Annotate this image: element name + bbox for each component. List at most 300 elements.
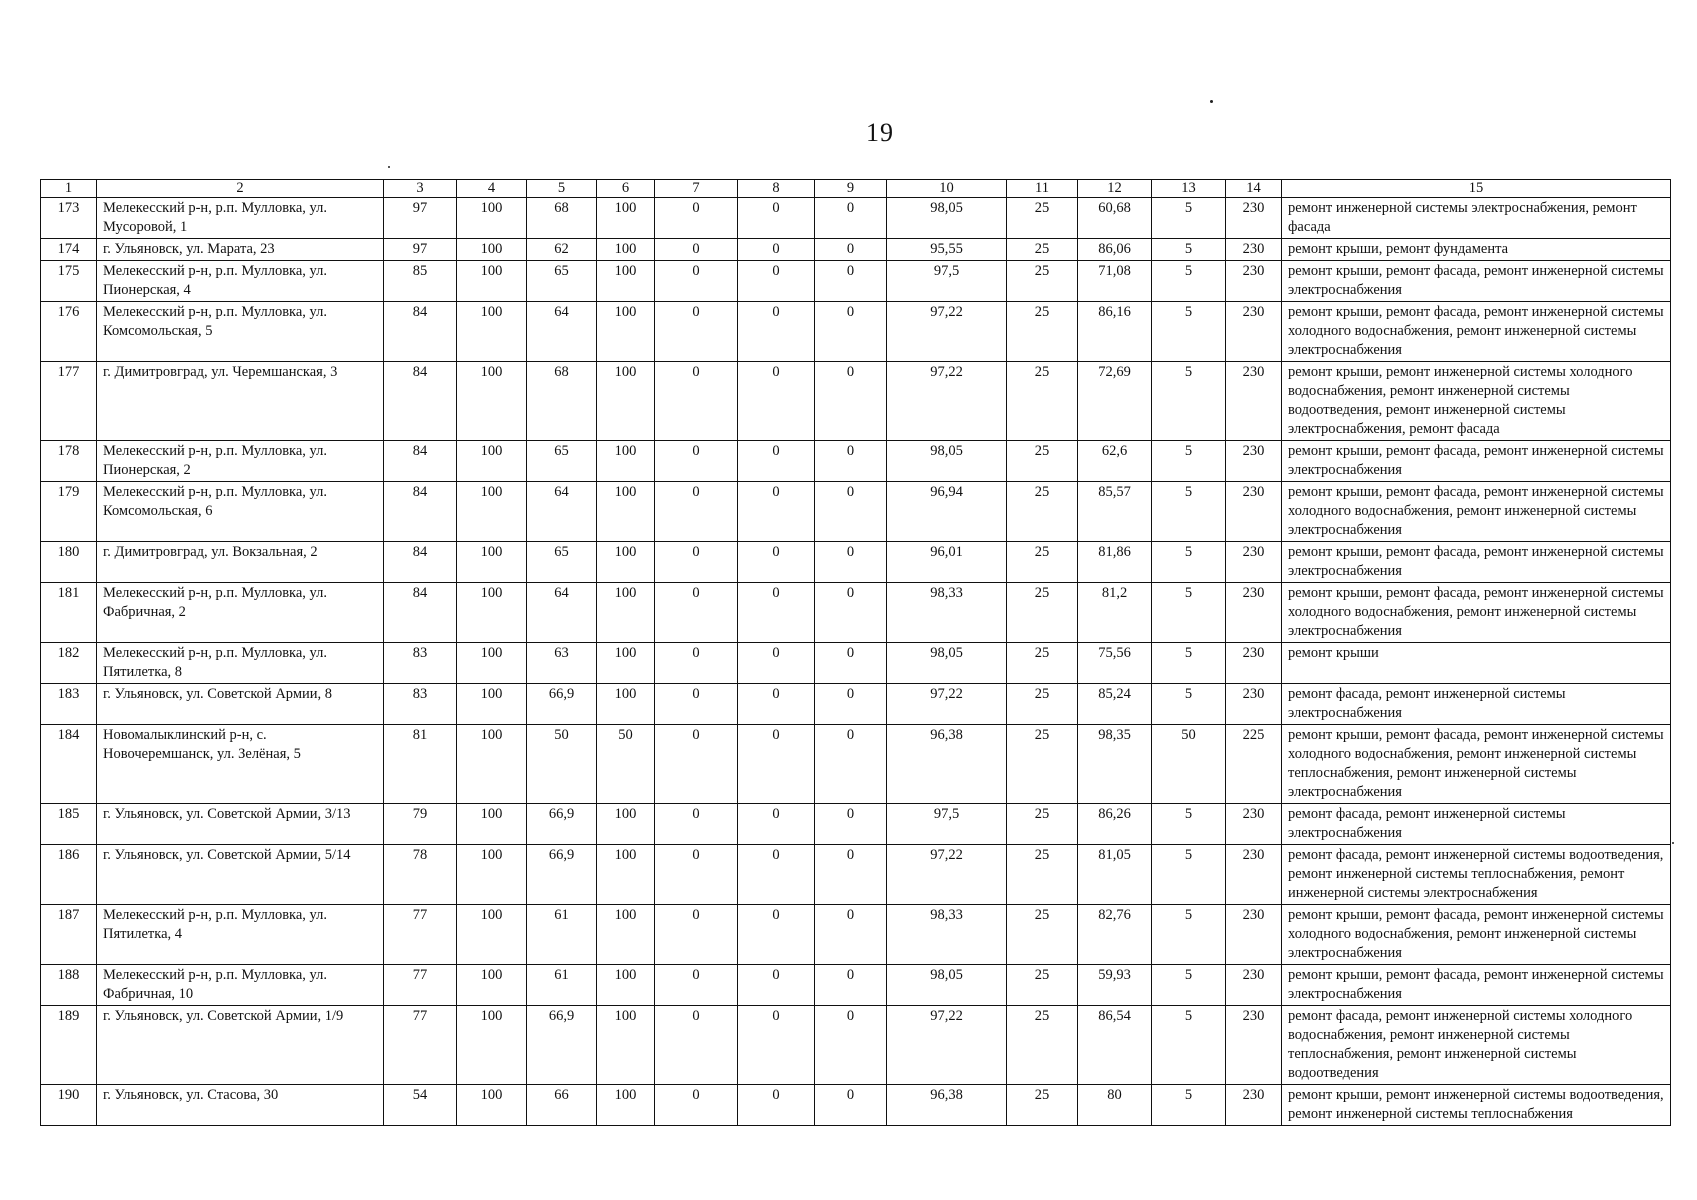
column-header: 6 bbox=[597, 180, 655, 198]
value-cell: 100 bbox=[597, 845, 655, 905]
row-number: 175 bbox=[41, 261, 97, 302]
table-row bbox=[41, 542, 1671, 583]
works-cell: ремонт крыши, ремонт фасада, ремонт инженерной системы холодного водоснабжения, ремонт инженерной системы электроснабжения bbox=[1282, 583, 1671, 643]
value-cell: 230 bbox=[1226, 845, 1282, 905]
address-cell: Мелекесский р-н, р.п. Мулловка, ул. Пятилетка, 8 bbox=[97, 643, 384, 684]
works-cell: ремонт крыши, ремонт инженерной системы холодного водоснабжения, ремонт инженерной системы водоотведения, ремонт инженерной системы электроснабжения, ремонт фасада bbox=[1282, 362, 1671, 441]
value-cell: 66,9 bbox=[527, 684, 597, 725]
value-cell: 100 bbox=[457, 261, 527, 302]
value-cell: 230 bbox=[1226, 684, 1282, 725]
table-row bbox=[41, 362, 1671, 441]
value-cell: 77 bbox=[384, 965, 457, 1006]
row-number: 178 bbox=[41, 441, 97, 482]
works-cell: ремонт крыши, ремонт фасада, ремонт инженерной системы холодного водоснабжения, ремонт инженерной системы электроснабжения bbox=[1282, 905, 1671, 965]
value-cell: 0 bbox=[655, 725, 738, 804]
value-cell: 230 bbox=[1226, 905, 1282, 965]
value-cell: 100 bbox=[457, 198, 527, 239]
value-cell: 100 bbox=[597, 804, 655, 845]
value-cell: 0 bbox=[815, 198, 887, 239]
value-cell: 97 bbox=[384, 239, 457, 261]
value-cell: 81,05 bbox=[1078, 845, 1152, 905]
value-cell: 0 bbox=[815, 302, 887, 362]
value-cell: 100 bbox=[597, 198, 655, 239]
value-cell: 84 bbox=[384, 441, 457, 482]
value-cell: 0 bbox=[655, 804, 738, 845]
value-cell: 77 bbox=[384, 1006, 457, 1085]
table-row bbox=[41, 804, 1671, 845]
value-cell: 100 bbox=[597, 542, 655, 583]
value-cell: 0 bbox=[815, 684, 887, 725]
column-header: 5 bbox=[527, 180, 597, 198]
address-cell: Мелекесский р-н, р.п. Мулловка, ул. Пионерская, 2 bbox=[97, 441, 384, 482]
value-cell: 230 bbox=[1226, 441, 1282, 482]
value-cell: 100 bbox=[597, 905, 655, 965]
address-cell: Мелекесский р-н, р.п. Мулловка, ул. Комсомольская, 6 bbox=[97, 482, 384, 542]
value-cell: 66,9 bbox=[527, 804, 597, 845]
value-cell: 100 bbox=[597, 583, 655, 643]
value-cell: 25 bbox=[1007, 542, 1078, 583]
value-cell: 63 bbox=[527, 643, 597, 684]
value-cell: 0 bbox=[738, 845, 815, 905]
value-cell: 64 bbox=[527, 302, 597, 362]
row-number: 174 bbox=[41, 239, 97, 261]
value-cell: 5 bbox=[1152, 441, 1226, 482]
value-cell: 86,26 bbox=[1078, 804, 1152, 845]
value-cell: 0 bbox=[738, 261, 815, 302]
value-cell: 0 bbox=[738, 482, 815, 542]
value-cell: 25 bbox=[1007, 362, 1078, 441]
value-cell: 0 bbox=[655, 1085, 738, 1126]
value-cell: 25 bbox=[1007, 1085, 1078, 1126]
works-cell: ремонт крыши, ремонт фасада, ремонт инженерной системы электроснабжения bbox=[1282, 441, 1671, 482]
value-cell: 100 bbox=[457, 684, 527, 725]
address-cell: г. Димитровград, ул. Черемшанская, 3 bbox=[97, 362, 384, 441]
value-cell: 0 bbox=[655, 1006, 738, 1085]
value-cell: 96,38 bbox=[887, 1085, 1007, 1126]
address-cell: Новомалыклинский р-н, с. Новочеремшанск, ул. Зелёная, 5 bbox=[97, 725, 384, 804]
column-header: 12 bbox=[1078, 180, 1152, 198]
value-cell: 0 bbox=[738, 905, 815, 965]
value-cell: 230 bbox=[1226, 583, 1282, 643]
value-cell: 230 bbox=[1226, 362, 1282, 441]
value-cell: 25 bbox=[1007, 725, 1078, 804]
value-cell: 0 bbox=[655, 239, 738, 261]
value-cell: 100 bbox=[457, 239, 527, 261]
value-cell: 0 bbox=[655, 302, 738, 362]
value-cell: 50 bbox=[1152, 725, 1226, 804]
value-cell: 5 bbox=[1152, 845, 1226, 905]
table-row bbox=[41, 965, 1671, 1006]
row-number: 182 bbox=[41, 643, 97, 684]
column-header: 10 bbox=[887, 180, 1007, 198]
value-cell: 96,01 bbox=[887, 542, 1007, 583]
works-cell: ремонт крыши, ремонт фундамента bbox=[1282, 239, 1671, 261]
value-cell: 230 bbox=[1226, 1006, 1282, 1085]
value-cell: 5 bbox=[1152, 239, 1226, 261]
value-cell: 25 bbox=[1007, 905, 1078, 965]
value-cell: 0 bbox=[655, 643, 738, 684]
value-cell: 0 bbox=[815, 1006, 887, 1085]
row-number: 179 bbox=[41, 482, 97, 542]
scan-speck bbox=[1672, 842, 1674, 844]
value-cell: 84 bbox=[384, 583, 457, 643]
value-cell: 86,06 bbox=[1078, 239, 1152, 261]
value-cell: 100 bbox=[597, 1006, 655, 1085]
value-cell: 98,05 bbox=[887, 643, 1007, 684]
column-header: 15 bbox=[1282, 180, 1671, 198]
table-row bbox=[41, 239, 1671, 261]
row-number: 181 bbox=[41, 583, 97, 643]
works-cell: ремонт фасада, ремонт инженерной системы электроснабжения bbox=[1282, 684, 1671, 725]
address-cell: Мелекесский р-н, р.п. Мулловка, ул. Фабричная, 2 bbox=[97, 583, 384, 643]
address-cell: Мелекесский р-н, р.п. Мулловка, ул. Комсомольская, 5 bbox=[97, 302, 384, 362]
value-cell: 61 bbox=[527, 965, 597, 1006]
value-cell: 97,22 bbox=[887, 684, 1007, 725]
value-cell: 0 bbox=[815, 643, 887, 684]
column-header: 3 bbox=[384, 180, 457, 198]
value-cell: 66 bbox=[527, 1085, 597, 1126]
value-cell: 0 bbox=[655, 261, 738, 302]
value-cell: 25 bbox=[1007, 482, 1078, 542]
value-cell: 100 bbox=[457, 583, 527, 643]
address-cell: г. Ульяновск, ул. Стасова, 30 bbox=[97, 1085, 384, 1126]
address-cell: Мелекесский р-н, р.п. Мулловка, ул. Пионерская, 4 bbox=[97, 261, 384, 302]
housing-repair-table bbox=[40, 179, 1671, 1126]
table-row bbox=[41, 725, 1671, 804]
value-cell: 0 bbox=[738, 684, 815, 725]
value-cell: 0 bbox=[815, 239, 887, 261]
address-cell: г. Димитровград, ул. Вокзальная, 2 bbox=[97, 542, 384, 583]
works-cell: ремонт фасада, ремонт инженерной системы водоотведения, ремонт инженерной системы теплоснабжения, ремонт инженерной системы электроснабжения bbox=[1282, 845, 1671, 905]
value-cell: 96,38 bbox=[887, 725, 1007, 804]
value-cell: 50 bbox=[527, 725, 597, 804]
value-cell: 100 bbox=[597, 684, 655, 725]
value-cell: 25 bbox=[1007, 239, 1078, 261]
value-cell: 225 bbox=[1226, 725, 1282, 804]
address-cell: Мелекесский р-н, р.п. Мулловка, ул. Мусоровой, 1 bbox=[97, 198, 384, 239]
value-cell: 84 bbox=[384, 542, 457, 583]
value-cell: 100 bbox=[597, 965, 655, 1006]
value-cell: 100 bbox=[457, 845, 527, 905]
value-cell: 0 bbox=[815, 725, 887, 804]
value-cell: 25 bbox=[1007, 441, 1078, 482]
value-cell: 25 bbox=[1007, 198, 1078, 239]
value-cell: 59,93 bbox=[1078, 965, 1152, 1006]
value-cell: 97 bbox=[384, 198, 457, 239]
value-cell: 83 bbox=[384, 643, 457, 684]
row-number: 177 bbox=[41, 362, 97, 441]
value-cell: 25 bbox=[1007, 261, 1078, 302]
value-cell: 0 bbox=[655, 965, 738, 1006]
value-cell: 96,94 bbox=[887, 482, 1007, 542]
works-cell: ремонт фасада, ремонт инженерной системы электроснабжения bbox=[1282, 804, 1671, 845]
column-number-row bbox=[41, 180, 1671, 198]
value-cell: 100 bbox=[457, 302, 527, 362]
table-row bbox=[41, 1085, 1671, 1126]
value-cell: 230 bbox=[1226, 261, 1282, 302]
works-cell: ремонт крыши, ремонт фасада, ремонт инженерной системы электроснабжения bbox=[1282, 261, 1671, 302]
value-cell: 0 bbox=[655, 845, 738, 905]
value-cell: 230 bbox=[1226, 965, 1282, 1006]
scan-speck bbox=[388, 166, 390, 168]
row-number: 186 bbox=[41, 845, 97, 905]
value-cell: 84 bbox=[384, 362, 457, 441]
value-cell: 98,35 bbox=[1078, 725, 1152, 804]
address-cell: г. Ульяновск, ул. Советской Армии, 3/13 bbox=[97, 804, 384, 845]
value-cell: 5 bbox=[1152, 905, 1226, 965]
column-header: 9 bbox=[815, 180, 887, 198]
value-cell: 100 bbox=[457, 965, 527, 1006]
value-cell: 54 bbox=[384, 1085, 457, 1126]
value-cell: 5 bbox=[1152, 542, 1226, 583]
address-cell: Мелекесский р-н, р.п. Мулловка, ул. Пятилетка, 4 bbox=[97, 905, 384, 965]
column-header: 14 bbox=[1226, 180, 1282, 198]
value-cell: 230 bbox=[1226, 302, 1282, 362]
value-cell: 230 bbox=[1226, 198, 1282, 239]
value-cell: 81,86 bbox=[1078, 542, 1152, 583]
row-number: 184 bbox=[41, 725, 97, 804]
value-cell: 72,69 bbox=[1078, 362, 1152, 441]
value-cell: 77 bbox=[384, 905, 457, 965]
value-cell: 97,22 bbox=[887, 1006, 1007, 1085]
works-cell: ремонт фасада, ремонт инженерной системы холодного водоснабжения, ремонт инженерной системы теплоснабжения, ремонт инженерной системы водоотведения bbox=[1282, 1006, 1671, 1085]
value-cell: 100 bbox=[597, 302, 655, 362]
value-cell: 83 bbox=[384, 684, 457, 725]
value-cell: 68 bbox=[527, 198, 597, 239]
works-cell: ремонт инженерной системы электроснабжения, ремонт фасада bbox=[1282, 198, 1671, 239]
table-row bbox=[41, 684, 1671, 725]
value-cell: 0 bbox=[738, 804, 815, 845]
value-cell: 100 bbox=[457, 1006, 527, 1085]
value-cell: 100 bbox=[457, 362, 527, 441]
value-cell: 98,33 bbox=[887, 905, 1007, 965]
value-cell: 82,76 bbox=[1078, 905, 1152, 965]
row-number: 173 bbox=[41, 198, 97, 239]
table-row bbox=[41, 643, 1671, 684]
value-cell: 75,56 bbox=[1078, 643, 1152, 684]
value-cell: 0 bbox=[815, 441, 887, 482]
value-cell: 0 bbox=[815, 261, 887, 302]
address-cell: г. Ульяновск, ул. Советской Армии, 1/9 bbox=[97, 1006, 384, 1085]
value-cell: 86,54 bbox=[1078, 1006, 1152, 1085]
value-cell: 100 bbox=[597, 239, 655, 261]
value-cell: 5 bbox=[1152, 643, 1226, 684]
value-cell: 100 bbox=[597, 261, 655, 302]
address-cell: г. Ульяновск, ул. Марата, 23 bbox=[97, 239, 384, 261]
value-cell: 65 bbox=[527, 261, 597, 302]
value-cell: 230 bbox=[1226, 239, 1282, 261]
value-cell: 0 bbox=[655, 583, 738, 643]
value-cell: 100 bbox=[457, 725, 527, 804]
address-cell: г. Ульяновск, ул. Советской Армии, 8 bbox=[97, 684, 384, 725]
row-number: 176 bbox=[41, 302, 97, 362]
value-cell: 97,22 bbox=[887, 302, 1007, 362]
value-cell: 100 bbox=[597, 1085, 655, 1126]
value-cell: 0 bbox=[738, 643, 815, 684]
value-cell: 100 bbox=[597, 362, 655, 441]
value-cell: 0 bbox=[815, 845, 887, 905]
value-cell: 50 bbox=[597, 725, 655, 804]
value-cell: 65 bbox=[527, 441, 597, 482]
value-cell: 100 bbox=[457, 905, 527, 965]
value-cell: 0 bbox=[815, 542, 887, 583]
value-cell: 0 bbox=[655, 441, 738, 482]
value-cell: 98,05 bbox=[887, 198, 1007, 239]
table-row bbox=[41, 198, 1671, 239]
value-cell: 5 bbox=[1152, 302, 1226, 362]
value-cell: 86,16 bbox=[1078, 302, 1152, 362]
value-cell: 0 bbox=[738, 362, 815, 441]
value-cell: 5 bbox=[1152, 583, 1226, 643]
column-header: 1 bbox=[41, 180, 97, 198]
value-cell: 100 bbox=[457, 1085, 527, 1126]
value-cell: 85 bbox=[384, 261, 457, 302]
value-cell: 64 bbox=[527, 482, 597, 542]
address-cell: г. Ульяновск, ул. Советской Армии, 5/14 bbox=[97, 845, 384, 905]
table-row bbox=[41, 261, 1671, 302]
value-cell: 95,55 bbox=[887, 239, 1007, 261]
column-header: 2 bbox=[97, 180, 384, 198]
value-cell: 230 bbox=[1226, 804, 1282, 845]
works-cell: ремонт крыши, ремонт фасада, ремонт инженерной системы холодного водоснабжения, ремонт инженерной системы электроснабжения bbox=[1282, 302, 1671, 362]
value-cell: 98,33 bbox=[887, 583, 1007, 643]
value-cell: 25 bbox=[1007, 1006, 1078, 1085]
value-cell: 64 bbox=[527, 583, 597, 643]
value-cell: 0 bbox=[738, 441, 815, 482]
value-cell: 0 bbox=[655, 198, 738, 239]
value-cell: 25 bbox=[1007, 845, 1078, 905]
value-cell: 0 bbox=[738, 198, 815, 239]
value-cell: 100 bbox=[597, 643, 655, 684]
value-cell: 98,05 bbox=[887, 441, 1007, 482]
value-cell: 230 bbox=[1226, 1085, 1282, 1126]
value-cell: 71,08 bbox=[1078, 261, 1152, 302]
value-cell: 230 bbox=[1226, 482, 1282, 542]
value-cell: 0 bbox=[815, 362, 887, 441]
row-number: 180 bbox=[41, 542, 97, 583]
value-cell: 0 bbox=[738, 542, 815, 583]
value-cell: 5 bbox=[1152, 482, 1226, 542]
value-cell: 65 bbox=[527, 542, 597, 583]
value-cell: 0 bbox=[815, 1085, 887, 1126]
value-cell: 0 bbox=[655, 362, 738, 441]
address-cell: Мелекесский р-н, р.п. Мулловка, ул. Фабричная, 10 bbox=[97, 965, 384, 1006]
works-cell: ремонт крыши, ремонт фасада, ремонт инженерной системы электроснабжения bbox=[1282, 542, 1671, 583]
value-cell: 84 bbox=[384, 302, 457, 362]
value-cell: 25 bbox=[1007, 643, 1078, 684]
value-cell: 5 bbox=[1152, 1006, 1226, 1085]
value-cell: 85,57 bbox=[1078, 482, 1152, 542]
value-cell: 100 bbox=[457, 643, 527, 684]
value-cell: 25 bbox=[1007, 583, 1078, 643]
value-cell: 0 bbox=[738, 1085, 815, 1126]
value-cell: 5 bbox=[1152, 1085, 1226, 1126]
value-cell: 79 bbox=[384, 804, 457, 845]
value-cell: 0 bbox=[738, 1006, 815, 1085]
value-cell: 0 bbox=[738, 239, 815, 261]
column-header: 4 bbox=[457, 180, 527, 198]
row-number: 187 bbox=[41, 905, 97, 965]
value-cell: 80 bbox=[1078, 1085, 1152, 1126]
row-number: 183 bbox=[41, 684, 97, 725]
value-cell: 0 bbox=[655, 482, 738, 542]
value-cell: 78 bbox=[384, 845, 457, 905]
table-row bbox=[41, 583, 1671, 643]
value-cell: 98,05 bbox=[887, 965, 1007, 1006]
value-cell: 0 bbox=[815, 482, 887, 542]
value-cell: 61 bbox=[527, 905, 597, 965]
column-header: 13 bbox=[1152, 180, 1226, 198]
works-cell: ремонт крыши, ремонт фасада, ремонт инженерной системы электроснабжения bbox=[1282, 965, 1671, 1006]
table-row bbox=[41, 482, 1671, 542]
value-cell: 0 bbox=[738, 583, 815, 643]
value-cell: 5 bbox=[1152, 362, 1226, 441]
value-cell: 97,22 bbox=[887, 362, 1007, 441]
value-cell: 84 bbox=[384, 482, 457, 542]
value-cell: 0 bbox=[815, 804, 887, 845]
value-cell: 100 bbox=[457, 542, 527, 583]
value-cell: 230 bbox=[1226, 643, 1282, 684]
column-header: 8 bbox=[738, 180, 815, 198]
value-cell: 68 bbox=[527, 362, 597, 441]
value-cell: 0 bbox=[655, 542, 738, 583]
value-cell: 0 bbox=[655, 905, 738, 965]
value-cell: 60,68 bbox=[1078, 198, 1152, 239]
table-row bbox=[41, 302, 1671, 362]
page-number: 19 bbox=[866, 118, 894, 147]
value-cell: 0 bbox=[738, 302, 815, 362]
value-cell: 66,9 bbox=[527, 1006, 597, 1085]
value-cell: 100 bbox=[597, 441, 655, 482]
row-number: 188 bbox=[41, 965, 97, 1006]
value-cell: 81 bbox=[384, 725, 457, 804]
value-cell: 5 bbox=[1152, 965, 1226, 1006]
works-cell: ремонт крыши, ремонт инженерной системы водоотведения, ремонт инженерной системы теплоснабжения bbox=[1282, 1085, 1671, 1126]
value-cell: 5 bbox=[1152, 804, 1226, 845]
works-cell: ремонт крыши, ремонт фасада, ремонт инженерной системы холодного водоснабжения, ремонт инженерной системы электроснабжения bbox=[1282, 482, 1671, 542]
value-cell: 100 bbox=[597, 482, 655, 542]
value-cell: 25 bbox=[1007, 302, 1078, 362]
value-cell: 0 bbox=[815, 583, 887, 643]
value-cell: 81,2 bbox=[1078, 583, 1152, 643]
value-cell: 25 bbox=[1007, 684, 1078, 725]
value-cell: 230 bbox=[1226, 542, 1282, 583]
value-cell: 62,6 bbox=[1078, 441, 1152, 482]
value-cell: 5 bbox=[1152, 261, 1226, 302]
value-cell: 0 bbox=[738, 965, 815, 1006]
value-cell: 0 bbox=[655, 684, 738, 725]
row-number: 185 bbox=[41, 804, 97, 845]
value-cell: 100 bbox=[457, 441, 527, 482]
value-cell: 85,24 bbox=[1078, 684, 1152, 725]
value-cell: 5 bbox=[1152, 198, 1226, 239]
value-cell: 5 bbox=[1152, 684, 1226, 725]
value-cell: 100 bbox=[457, 482, 527, 542]
row-number: 190 bbox=[41, 1085, 97, 1126]
table-row bbox=[41, 441, 1671, 482]
value-cell: 25 bbox=[1007, 804, 1078, 845]
value-cell: 0 bbox=[815, 905, 887, 965]
value-cell: 66,9 bbox=[527, 845, 597, 905]
value-cell: 97,5 bbox=[887, 804, 1007, 845]
value-cell: 100 bbox=[457, 804, 527, 845]
works-cell: ремонт крыши, ремонт фасада, ремонт инженерной системы холодного водоснабжения, ремонт инженерной системы теплоснабжения, ремонт инженерной системы электроснабжения bbox=[1282, 725, 1671, 804]
value-cell: 25 bbox=[1007, 965, 1078, 1006]
column-header: 11 bbox=[1007, 180, 1078, 198]
table-row bbox=[41, 845, 1671, 905]
row-number: 189 bbox=[41, 1006, 97, 1085]
value-cell: 0 bbox=[738, 725, 815, 804]
